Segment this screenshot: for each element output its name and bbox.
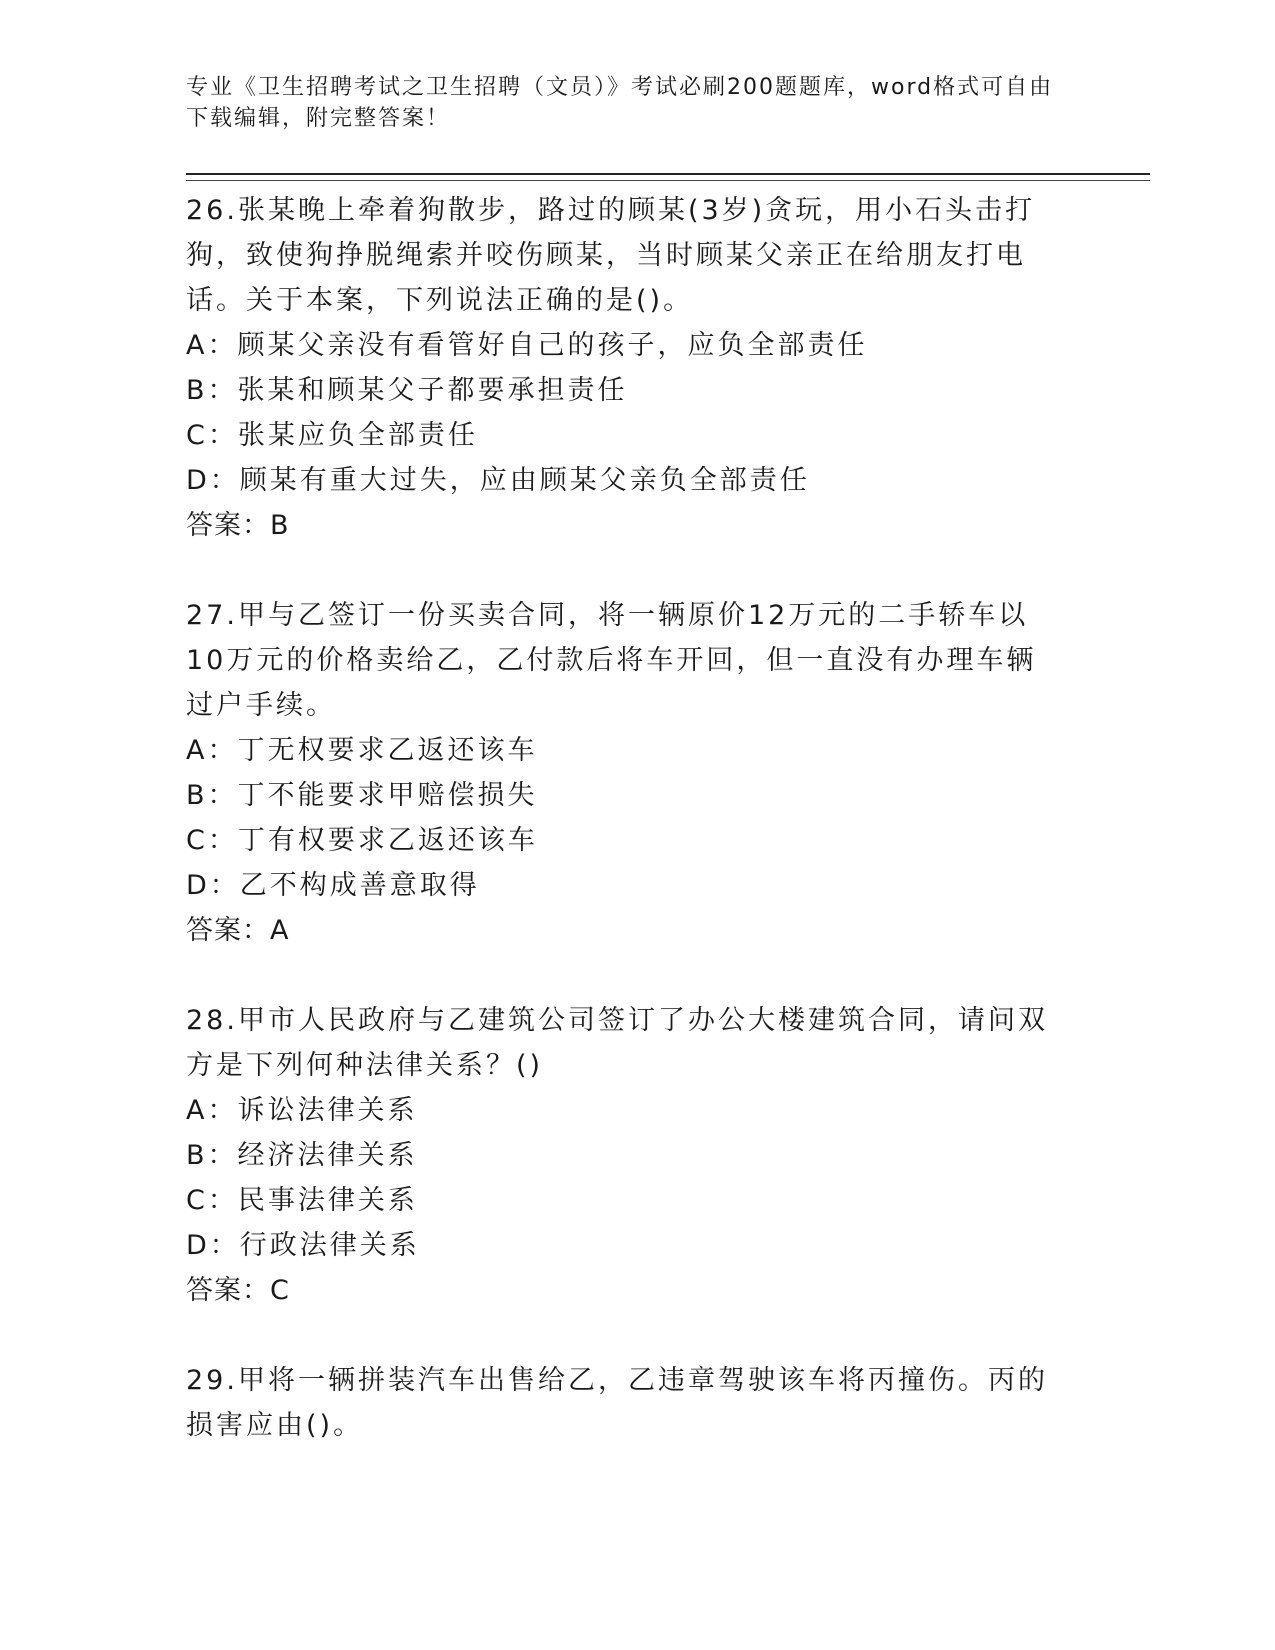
question-list (186, 188, 1066, 1448)
question-stem: 26.张某晚上牵着狗散步，路过的顾某(3岁)贪玩，用小石头击打狗，致使狗挣脱绳索并咬伤顾某，当时顾某父亲正在给朋友打电话。关于本案，下列说法正确的是()。 (186, 195, 1036, 316)
option-a: A：顾某父亲没有看管好自己的孩子，应负全部责任 (186, 330, 868, 361)
option-c: C：张某应负全部责任 (186, 420, 478, 451)
option-c: C：丁有权要求乙返还该车 (186, 825, 538, 856)
document-header: 专业《卫生招聘考试之卫生招聘（文员）》考试必刷200题题库，word格式可自由下载编辑，附完整答案！ (186, 75, 1054, 131)
question-29 (186, 1358, 1066, 1448)
option-d: D：乙不构成善意取得 (186, 870, 480, 901)
question-28 (186, 998, 1066, 1313)
header-divider-thin (186, 180, 1150, 181)
question-spacer (186, 953, 1066, 998)
question-spacer (186, 548, 1066, 593)
option-c: C：民事法律关系 (186, 1185, 418, 1216)
answer-line: 答案：B (186, 510, 290, 541)
option-b: B：经济法律关系 (186, 1140, 418, 1171)
option-b: B：张某和顾某父子都要承担责任 (186, 375, 628, 406)
option-b: B：丁不能要求甲赔偿损失 (186, 780, 538, 811)
answer-line: 答案：C (186, 1275, 290, 1306)
option-a: A：诉讼法律关系 (186, 1095, 418, 1126)
question-27 (186, 593, 1066, 953)
question-stem: 29.甲将一辆拼装汽车出售给乙，乙违章驾驶该车将丙撞伤。丙的损害应由()。 (186, 1365, 1048, 1441)
question-stem: 27.甲与乙签订一份买卖合同，将一辆原价12万元的二手轿车以10万元的价格卖给乙，乙付款后将车开回，但一直没有办理车辆过户手续。 (186, 600, 1037, 721)
option-d: D：行政法律关系 (186, 1230, 420, 1261)
question-stem: 28.甲市人民政府与乙建筑公司签订了办公大楼建筑合同，请问双方是下列何种法律关系？() (186, 1005, 1048, 1081)
option-a: A：丁无权要求乙返还该车 (186, 735, 538, 766)
question-26 (186, 188, 1066, 548)
answer-line: 答案：A (186, 915, 290, 946)
option-d: D：顾某有重大过失，应由顾某父亲负全部责任 (186, 465, 810, 496)
header-divider-thick (186, 173, 1150, 175)
question-spacer (186, 1313, 1066, 1358)
